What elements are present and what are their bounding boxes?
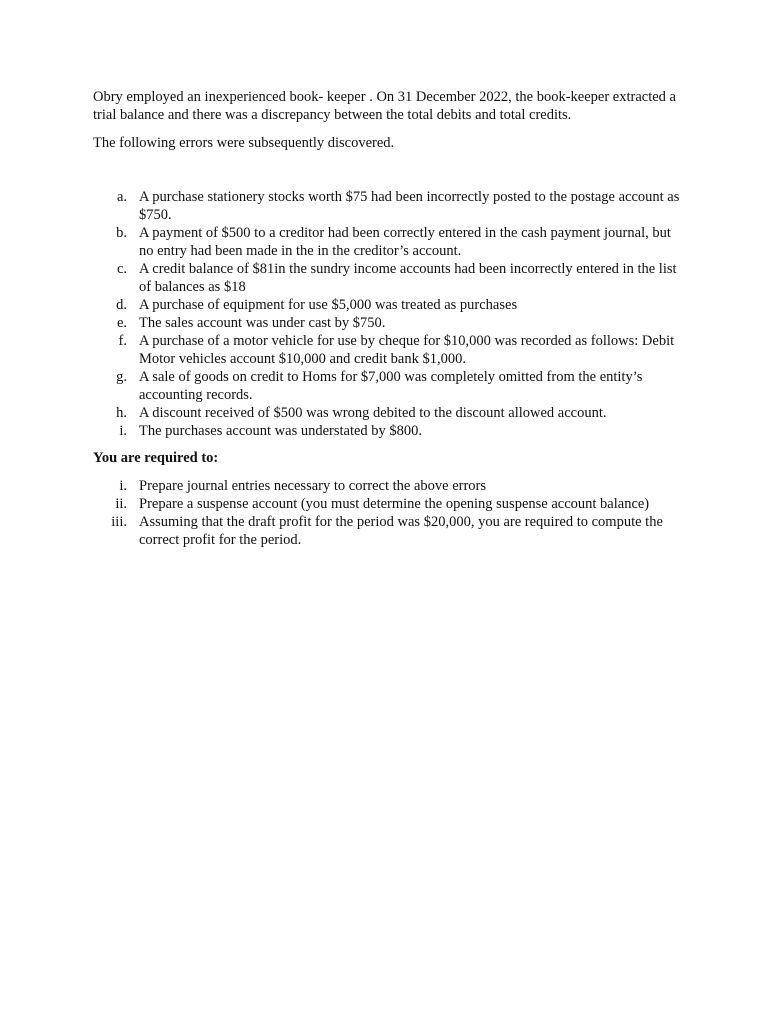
list-item-text: A payment of $500 to a creditor had been correctly entered in the cash payment journal, but no entry had been made in the in the creditor’s account. xyxy=(139,225,671,259)
list-marker: h. xyxy=(116,405,127,421)
required-list xyxy=(93,477,683,549)
list-item-text: A purchase stationery stocks worth $75 had been incorrectly posted to the postage account as $750. xyxy=(139,189,680,223)
list-item-text: A purchase of equipment for use $5,000 was treated as purchases xyxy=(139,297,518,313)
list-item xyxy=(93,513,683,549)
list-item xyxy=(93,368,683,404)
list-item xyxy=(93,332,683,368)
list-item xyxy=(93,260,683,296)
list-marker: i. xyxy=(119,423,127,439)
list-item-text: A discount received of $500 was wrong debited to the discount allowed account. xyxy=(139,405,607,421)
list-marker: i. xyxy=(119,478,127,494)
list-item-text: The sales account was under cast by $750. xyxy=(139,315,386,331)
list-item xyxy=(93,224,683,260)
list-item xyxy=(93,495,683,513)
list-item-text: A sale of goods on credit to Homs for $7,000 was completely omitted from the entity’s accounting records. xyxy=(139,369,643,403)
list-marker: f. xyxy=(118,333,127,349)
list-marker: a. xyxy=(116,189,127,205)
list-item xyxy=(93,296,683,314)
list-marker: iii. xyxy=(111,514,127,530)
list-item-text: Prepare journal entries necessary to correct the above errors xyxy=(139,478,487,494)
list-marker: c. xyxy=(116,261,127,277)
list-marker: ii. xyxy=(115,496,127,512)
document-page xyxy=(93,88,683,549)
list-item-text: A credit balance of $81in the sundry income accounts had been incorrectly entered in the list of balances as $18 xyxy=(139,261,677,295)
intro-paragraph: Obry employed an inexperienced book- keeper . On 31 December 2022, the book-keeper extracted a trial balance and there was a discrepancy between the total debits and total credits. xyxy=(93,89,676,123)
required-heading: You are required to: xyxy=(93,450,219,466)
list-item xyxy=(93,314,683,332)
list-item-text: The purchases account was understated by $800. xyxy=(139,423,423,439)
list-item xyxy=(93,188,683,224)
list-item-text: Prepare a suspense account (you must determine the opening suspense account balance) xyxy=(139,496,650,512)
list-item xyxy=(93,404,683,422)
list-marker: e. xyxy=(116,315,127,331)
errors-intro: The following errors were subsequently discovered. xyxy=(93,135,395,151)
error-list xyxy=(93,188,683,440)
list-item xyxy=(93,477,683,495)
list-marker: g. xyxy=(116,369,127,385)
list-item xyxy=(93,422,683,440)
list-marker: b. xyxy=(116,225,127,241)
list-marker: d. xyxy=(116,297,127,313)
list-item-text: Assuming that the draft profit for the period was $20,000, you are required to compute the correct profit for the period. xyxy=(139,514,663,548)
list-item-text: A purchase of a motor vehicle for use by cheque for $10,000 was recorded as follows: Debit Motor vehicles account $10,000 and credit bank $1,000. xyxy=(139,333,675,367)
